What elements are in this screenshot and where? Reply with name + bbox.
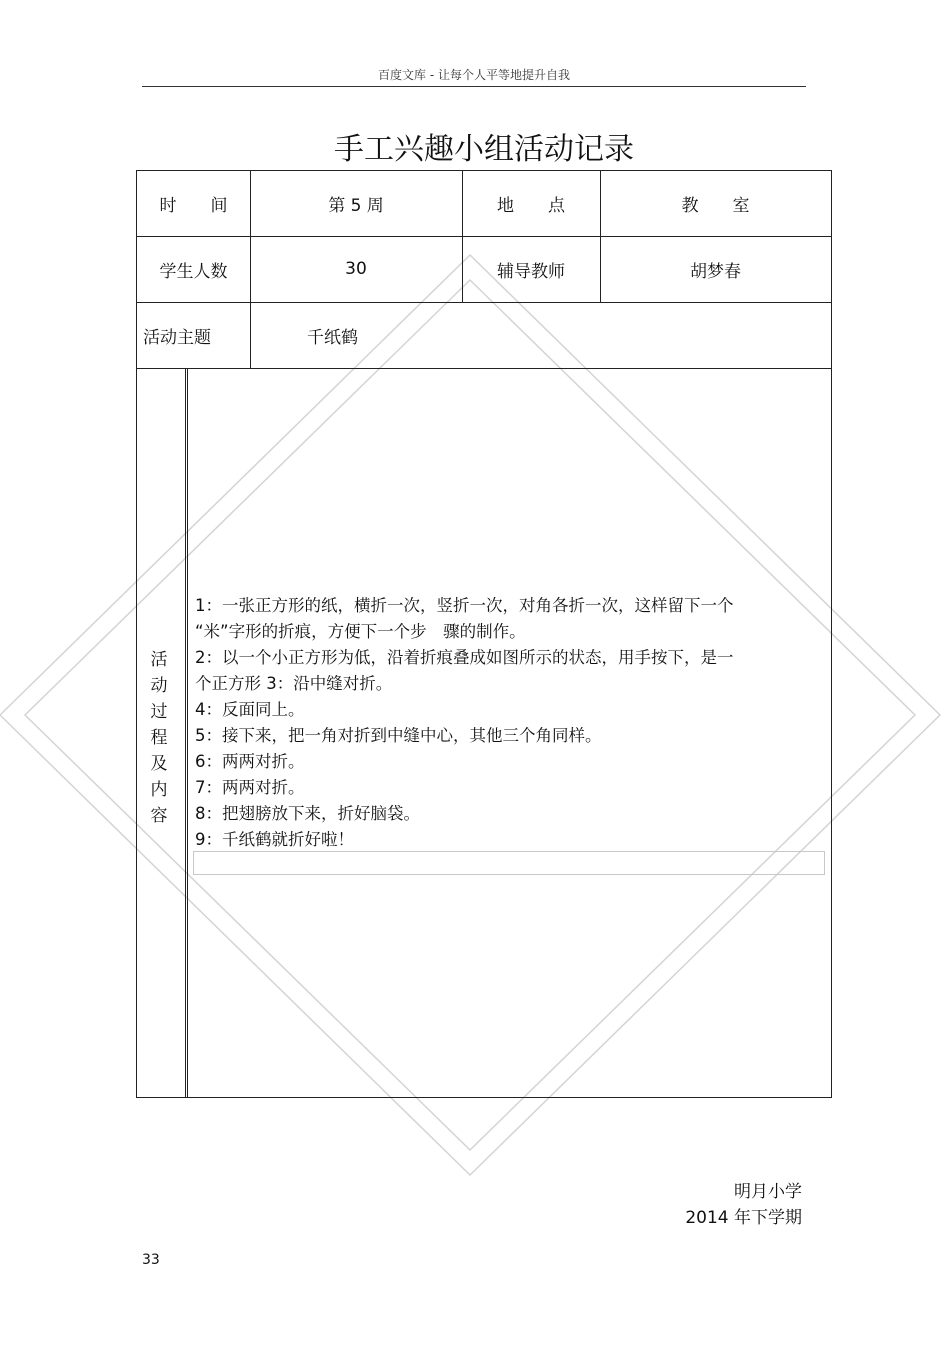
step-line: 6：两两对折。 — [195, 752, 305, 771]
column-divider — [185, 368, 186, 1097]
page-number: 33 — [142, 1252, 160, 1268]
step-line: 8：把翅膀放下来，折好脑袋。 — [195, 804, 420, 823]
column-divider — [187, 368, 188, 1097]
process-label-char: 活 — [150, 650, 168, 670]
time-label: 时 间 — [159, 196, 228, 216]
activity-record-table — [136, 170, 832, 1098]
teacher-label: 辅导教师 — [497, 261, 565, 282]
place-value: 教 室 — [681, 196, 750, 216]
page-title: 手工兴趣小组活动记录 — [334, 132, 634, 167]
process-label-char: 容 — [150, 806, 168, 826]
process-steps — [195, 593, 815, 853]
students-value: 30 — [345, 259, 367, 279]
process-label — [143, 647, 175, 829]
theme-label: 活动主题 — [143, 327, 211, 348]
process-label-char: 动 — [150, 676, 168, 696]
teacher-value: 胡梦春 — [690, 261, 741, 282]
header-divider — [142, 86, 806, 87]
term: 2014 年下学期 — [685, 1208, 802, 1228]
running-header: 百度文库 - 让每个人平等地提升自我 — [378, 68, 570, 82]
theme-value: 千纸鹤 — [307, 327, 358, 348]
process-label-char: 程 — [150, 728, 168, 748]
school-name: 明月小学 — [734, 1182, 802, 1202]
time-value: 第 5 周 — [328, 196, 384, 216]
step-line: “米”字形的折痕，方便下一个步 骤的制作。 — [195, 622, 526, 641]
step-line: 个正方形 3：沿中缝对折。 — [195, 674, 393, 693]
process-label-char: 内 — [150, 780, 168, 800]
step-line: 4：反面同上。 — [195, 700, 305, 719]
step-line: 7：两两对折。 — [195, 778, 305, 797]
column-divider — [250, 302, 251, 368]
step-line: 5：接下来，把一角对折到中缝中心，其他三个角同样。 — [195, 726, 602, 745]
place-label: 地 点 — [497, 196, 565, 216]
step-line: 2：以一个小正方形为低，沿着折痕叠成如图所示的状态，用手按下，是一 — [195, 648, 734, 667]
row-divider — [137, 368, 831, 369]
students-label: 学生人数 — [159, 261, 228, 282]
step-line: 9：千纸鹤就折好啦！ — [195, 830, 354, 849]
process-label-char: 过 — [150, 702, 168, 722]
step-line: 1：一张正方形的纸，横折一次，竖折一次，对角各折一次，这样留下一个 — [195, 596, 734, 615]
empty-note-box — [193, 851, 825, 875]
process-label-char: 及 — [150, 754, 168, 774]
